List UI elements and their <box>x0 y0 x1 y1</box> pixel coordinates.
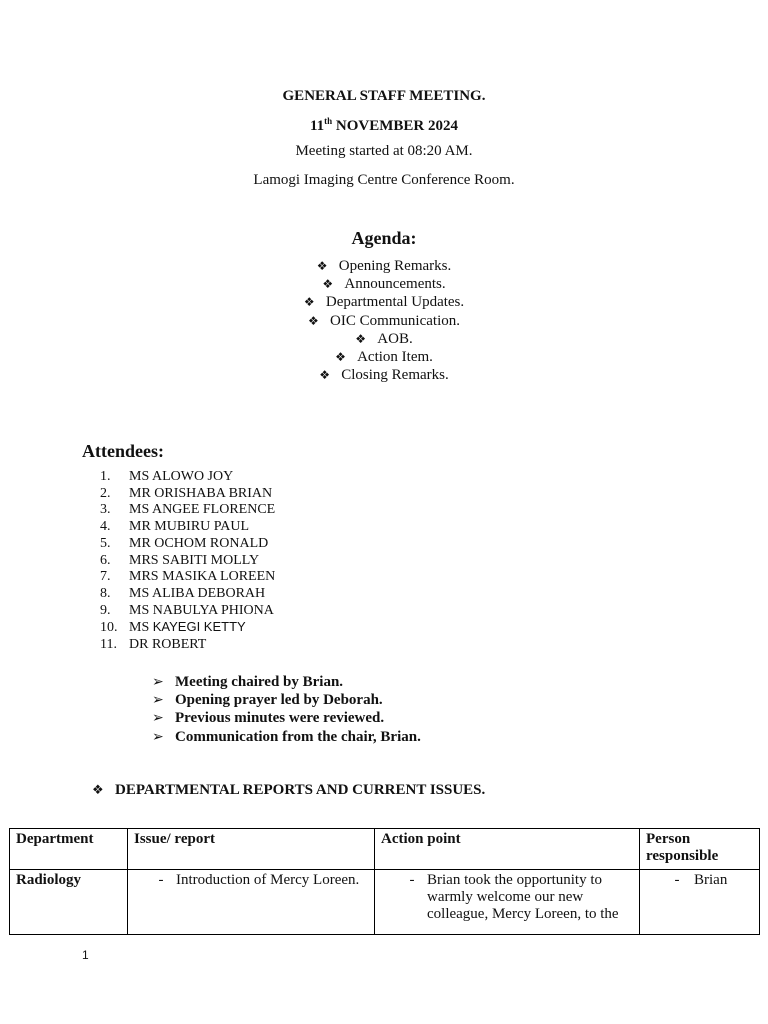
arrow-bullet-icon: ➢ <box>152 710 164 727</box>
diamond-bullet-icon: ❖ <box>319 368 331 383</box>
attendee-item: 11. DR ROBERT <box>100 637 207 653</box>
column-header-issue: Issue/ report <box>128 829 375 870</box>
column-header-action: Action point <box>375 829 640 870</box>
meeting-notes-list <box>152 673 421 746</box>
meeting-date <box>0 116 768 135</box>
meeting-venue: Lamogi Imaging Centre Conference Room. <box>253 172 515 188</box>
attendee-item: 4. MR MUBIRU PAUL <box>100 519 250 535</box>
department-cell: Radiology <box>10 870 128 935</box>
attendee-item: 2. MR ORISHABA BRIAN <box>100 485 273 501</box>
agenda-list <box>0 257 768 384</box>
agenda-item: ❖ Opening Remarks. <box>316 258 452 274</box>
action-cell: - Brian took the opportunity to warmly welcome our new colleague, Mercy Loreen, to the <box>375 870 640 935</box>
attendee-item: 8. MS ALIBA DEBORAH <box>100 585 266 601</box>
agenda-item: ❖ Announcements. <box>322 276 446 293</box>
attendee-item: 9. MS NABULYA PHIONA <box>100 602 274 618</box>
agenda-item: ❖ AOB. <box>355 330 413 347</box>
attendee-item: 10. MS KAYEGI KETTY <box>100 619 246 636</box>
arrow-bullet-icon: ➢ <box>152 674 164 690</box>
diamond-bullet-icon: ❖ <box>355 331 367 346</box>
attendee-item: 6. MRS SABITI MOLLY <box>100 552 260 568</box>
attendees-list <box>100 469 275 654</box>
diamond-bullet-icon: ❖ <box>92 783 104 798</box>
note-item: ➢ Communication from the chair, Brian. <box>152 728 421 745</box>
attendee-item: 5. MR OCHOM RONALD <box>100 535 269 551</box>
meeting-start-time: Meeting started at 08:20 AM. <box>295 143 473 159</box>
table-header-row <box>10 829 760 870</box>
table-row <box>10 870 760 935</box>
date-day: 11 <box>309 118 325 134</box>
note-item: ➢ Opening prayer led by Deborah. <box>152 692 383 709</box>
attendee-item: 7. MRS MASIKA LOREEN <box>100 569 276 585</box>
diamond-bullet-icon: ❖ <box>303 295 315 310</box>
diamond-bullet-icon: ❖ <box>335 350 346 365</box>
date-month-year: NOVEMBER 2024 <box>332 118 459 134</box>
agenda-heading: Agenda: <box>351 228 417 248</box>
attendee-item: 1. MS ALOWO JOY <box>100 469 234 484</box>
column-header-person: Person responsible <box>640 829 760 870</box>
agenda-item: ❖ OIC Communication. <box>308 312 460 329</box>
person-cell: - Brian <box>640 870 760 935</box>
diamond-bullet-icon: ❖ <box>308 313 319 328</box>
section-heading: ❖ DEPARTMENTAL REPORTS AND CURRENT ISSUES. <box>92 782 486 798</box>
document-title: GENERAL STAFF MEETING. <box>282 88 486 104</box>
column-header-department: Department <box>10 829 128 870</box>
attendees-heading: Attendees: <box>82 441 164 461</box>
diamond-bullet-icon: ❖ <box>322 277 334 292</box>
attendee-item: 3. MS ANGEE FLORENCE <box>100 502 276 518</box>
note-item: ➢ Previous minutes were reviewed. <box>152 710 385 727</box>
departmental-reports-table <box>9 828 760 935</box>
issue-cell: - Introduction of Mercy Loreen. <box>128 870 375 935</box>
arrow-bullet-icon: ➢ <box>152 728 164 745</box>
agenda-item: ❖ Departmental Updates. <box>303 294 465 311</box>
note-item: ➢ Meeting chaired by Brian. <box>152 674 344 690</box>
date-suffix: th <box>324 116 333 126</box>
agenda-item: ❖ Closing Remarks. <box>319 367 449 384</box>
arrow-bullet-icon: ➢ <box>152 692 164 709</box>
page-number: 1 <box>82 948 89 962</box>
diamond-bullet-icon: ❖ <box>316 259 328 273</box>
agenda-item: ❖ Action Item. <box>335 349 433 366</box>
